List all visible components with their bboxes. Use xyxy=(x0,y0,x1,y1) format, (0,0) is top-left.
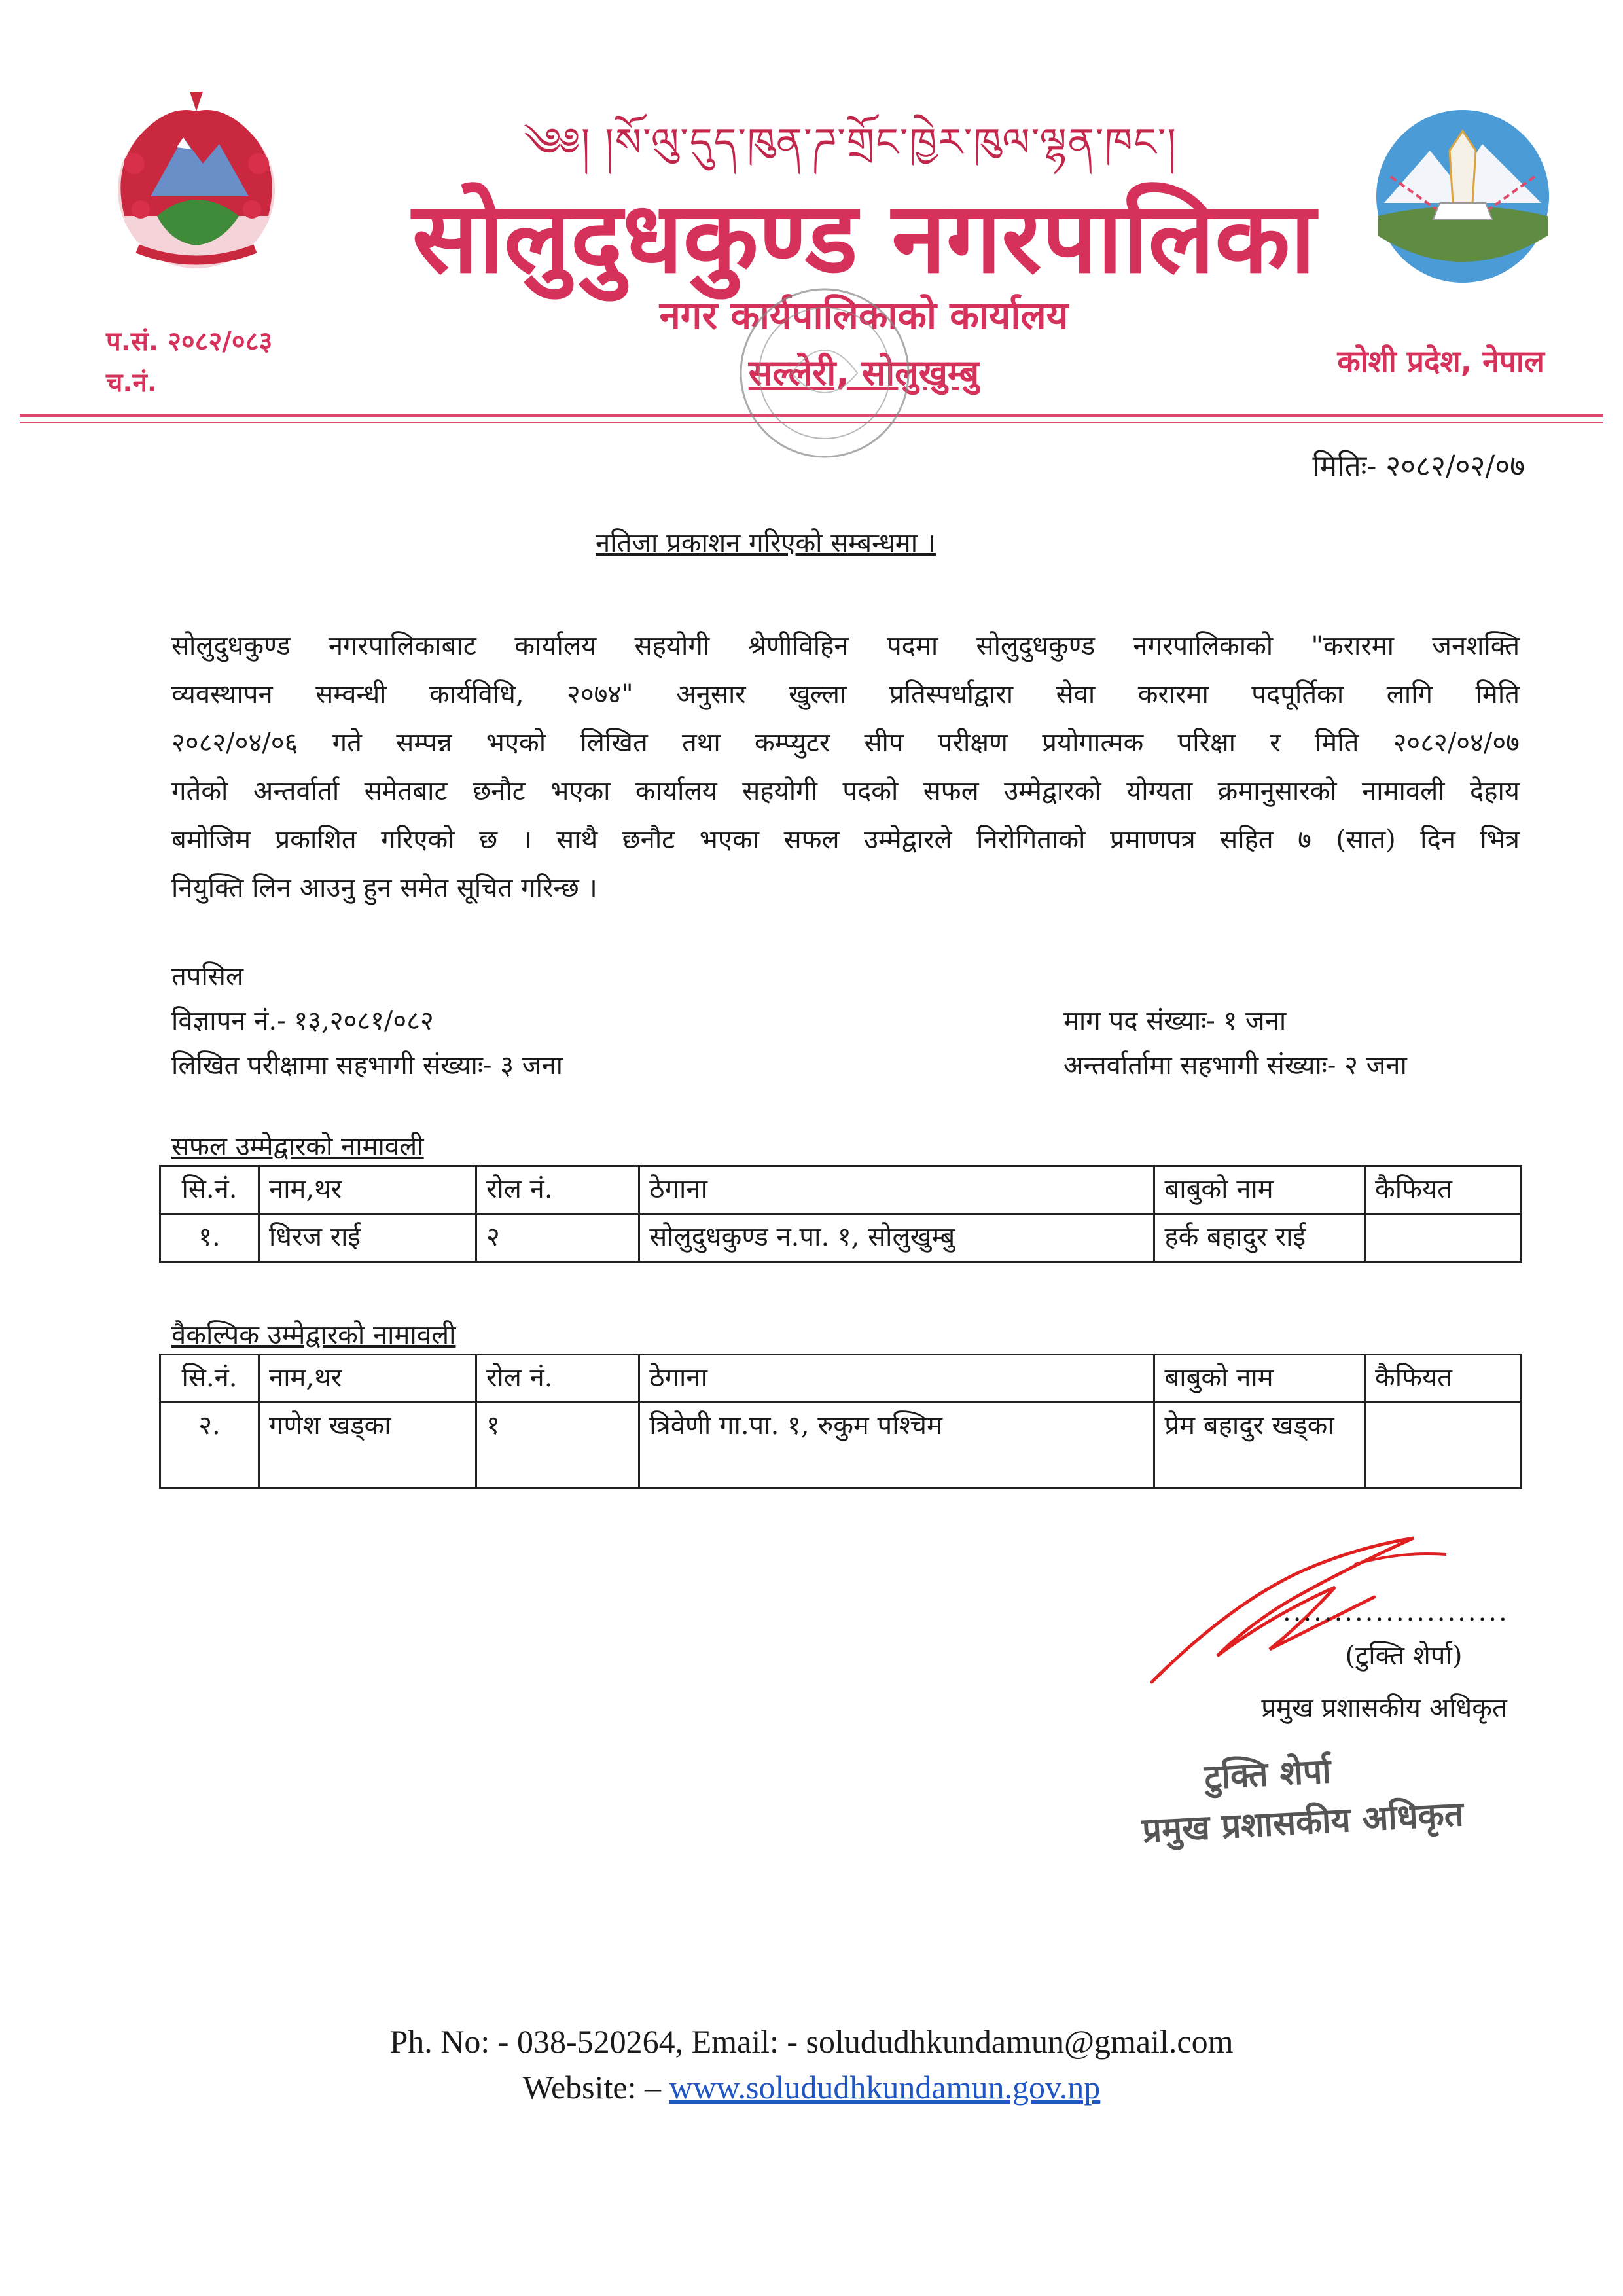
header-cell: रोल नं. xyxy=(476,1355,639,1403)
header-cell: बाबुको नाम xyxy=(1154,1166,1365,1214)
tapasil-label: तपसिल xyxy=(171,961,244,992)
body-line: गतेको अन्तर्वार्ता समेतबाट छनौट भएका कार्यालय सहयोगी पदको सफल उम्मेद्वारको योग्यता क्रमानुसारको नामावली देहाय xyxy=(171,776,1520,806)
header-cell: कैफियत xyxy=(1365,1166,1522,1214)
cell-sn: १. xyxy=(160,1214,259,1262)
office-address: सल्लेरी, सोलुखुम्बु xyxy=(748,352,980,393)
nepal-emblem-icon xyxy=(98,85,294,281)
body-line: २०८२/०४/०६ गते सम्पन्न भएको लिखित तथा कम्प्युटर सीप परीक्षण प्रयोगात्मक परिक्षा र मिति २०८२/०४/०७ xyxy=(171,728,1520,758)
signatory-name: (टुक्ति शेर्पा) xyxy=(1345,1641,1463,1671)
cell-address: त्रिवेणी गा.पा. १, रुकुम पश्चिम xyxy=(639,1403,1154,1488)
office-title: नगर कार्यपालिकाको कार्यालय xyxy=(659,293,1069,338)
cell-roll: २ xyxy=(476,1214,639,1262)
header-cell: सि.नं. xyxy=(160,1166,259,1214)
successful-candidates-table xyxy=(159,1165,1522,1263)
municipality-title: सोलुदुधकुण्ड नगरपालिका xyxy=(412,181,1316,295)
dispatch-number: च.नं. xyxy=(106,368,157,398)
header-cell: ठेगाना xyxy=(639,1355,1154,1403)
title-stamp: प्रमुख प्रशासकीय अधिकृत xyxy=(1141,1793,1465,1851)
body-line: सोलुदुधकुण्ड नगरपालिकाबाट कार्यालय सहयोगी श्रेणीविहिन पदमा सोलुदुधकुण्ड नगरपालिकाको "करारमा जनशक्ति xyxy=(171,631,1520,661)
successful-list-title: सफल उम्मेद्वारको नामावली xyxy=(171,1132,424,1162)
letter-body xyxy=(171,622,1520,912)
advert-number: विज्ञापन नं.- १३,२०८१/०८२ xyxy=(171,1006,434,1036)
tibetan-script-line: ༄༅། །སོ་ལུ་དུད་ཁུན་ཌ་གྲོང་ཁྱེར་ཁུལ་ལྷན་ཁང་། xyxy=(524,120,1177,166)
cell-father: हर्क बहादुर राई xyxy=(1154,1214,1365,1262)
table-row xyxy=(160,1403,1522,1488)
cell-remarks xyxy=(1365,1214,1522,1262)
body-line: व्यवस्थापन सम्वन्धी कार्यविधि, २०७४" अनुसार खुल्ला प्रतिस्पर्धाद्वारा सेवा करारमा पदपूर्तिका लागि मिति xyxy=(171,679,1520,709)
cell-remarks xyxy=(1365,1403,1522,1488)
cell-father: प्रेम बहादुर खड्का xyxy=(1154,1403,1365,1488)
signatory-title: प्रमुख प्रशासकीय अधिकृत xyxy=(1261,1693,1507,1723)
body-line: बमोजिम प्रकाशित गरिएको छ । साथै छनौट भएका सफल उम्मेद्वारले निरोगिताको प्रमाणपत्र सहित ७ (सात) दिन भित्र xyxy=(171,825,1520,855)
header-cell: नाम,थर xyxy=(259,1166,476,1214)
interview-participants: अन्तर्वार्तामा सहभागी संख्याः- २ जना xyxy=(1063,1050,1407,1081)
table-header-row xyxy=(160,1166,1522,1214)
alternate-candidates-table xyxy=(159,1354,1522,1489)
letter-subject: नतिजा प्रकाशन गरिएको सम्बन्धमा । xyxy=(596,528,936,558)
cell-sn: २. xyxy=(160,1403,259,1488)
table-row xyxy=(160,1214,1522,1262)
alternate-list-title: वैकल्पिक उम्मेद्वारको नामावली xyxy=(171,1320,456,1350)
office-seal-icon xyxy=(713,275,936,484)
province-label: कोशी प्रदेश, नेपाल xyxy=(1337,344,1544,379)
cell-roll: १ xyxy=(476,1403,639,1488)
header-cell: बाबुको नाम xyxy=(1154,1355,1365,1403)
reference-number: प.सं. २०८२/०८३ xyxy=(106,327,273,357)
website-link[interactable]: www.solududhkundamun.gov.np xyxy=(669,2069,1101,2106)
cell-address: सोलुदुधकुण्ड न.पा. १, सोलुखुम्बु xyxy=(639,1214,1154,1262)
written-participants: लिखित परीक्षामा सहभागी संख्याः- ३ जना xyxy=(171,1050,563,1081)
header-cell: ठेगाना xyxy=(639,1166,1154,1214)
name-stamp: टुक्ति शेर्पा xyxy=(1203,1751,1332,1798)
cell-name: गणेश खड्का xyxy=(259,1403,476,1488)
website-label: Website: – xyxy=(522,2069,669,2106)
header-cell: कैफियत xyxy=(1365,1355,1522,1403)
footer-website-line xyxy=(157,2068,1466,2106)
letter-date: मितिः- २०८२/०२/०७ xyxy=(1312,450,1525,483)
header-cell: नाम,थर xyxy=(259,1355,476,1403)
table-header-row xyxy=(160,1355,1522,1403)
footer-contact: Ph. No: - 038-520264, Email: - solududhkundamun@gmail.com xyxy=(389,2023,1234,2060)
stupa-landscape-icon xyxy=(1371,105,1554,288)
header-cell: सि.नं. xyxy=(160,1355,259,1403)
cell-name: धिरज राई xyxy=(259,1214,476,1262)
header-cell: रोल नं. xyxy=(476,1166,639,1214)
signature-line: ...................... xyxy=(1283,1597,1509,1627)
posts-required: माग पद संख्याः- १ जना xyxy=(1063,1006,1287,1036)
body-line: नियुक्ति लिन आउनु हुन समेत सूचित गरिन्छ । xyxy=(171,873,597,903)
